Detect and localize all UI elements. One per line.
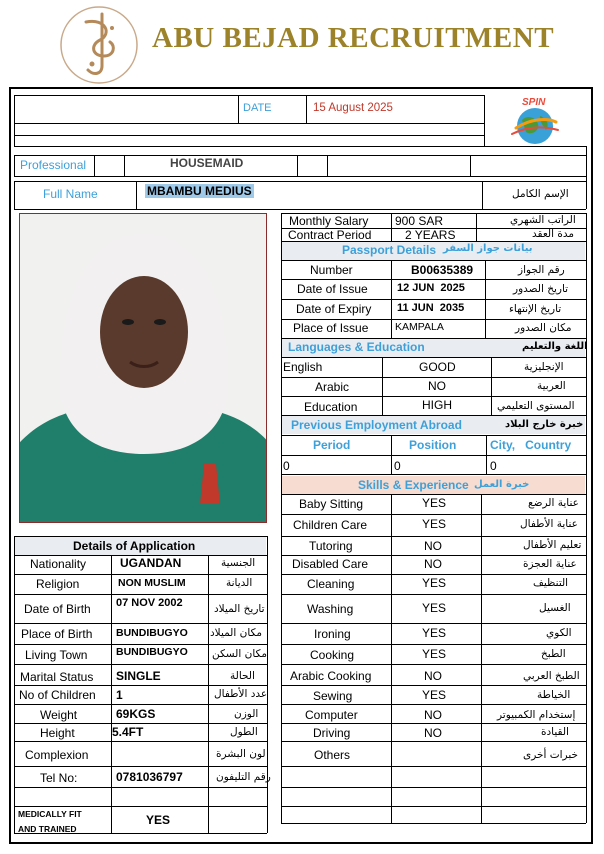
arabic-arabic: العربية bbox=[537, 380, 566, 392]
skill-label: Driving bbox=[313, 726, 351, 740]
skill-label: Computer bbox=[305, 708, 358, 722]
professional-label: Professional bbox=[20, 158, 87, 172]
skills-title-arabic: خبرة العمل bbox=[474, 479, 530, 490]
education-label: Education bbox=[304, 400, 358, 414]
row-divider bbox=[281, 806, 586, 807]
passport-place-label: Place of Issue bbox=[293, 321, 369, 335]
skills-title: Skills & Experience bbox=[358, 478, 469, 492]
skill-value: NO bbox=[424, 557, 442, 571]
skill-value: YES bbox=[422, 576, 447, 590]
tel-value: 0781036797 bbox=[116, 770, 183, 784]
row-divider bbox=[281, 644, 586, 645]
skill-arabic: الخياطة bbox=[537, 689, 571, 701]
employment-period-header: Period bbox=[313, 438, 351, 452]
passport-expiry-label: Date of Expiry bbox=[296, 302, 372, 316]
height-label: Height bbox=[40, 726, 75, 740]
skill-label: Others bbox=[314, 748, 351, 762]
row-divider bbox=[14, 664, 267, 665]
application-title: Details of Application bbox=[73, 539, 196, 553]
row-divider bbox=[14, 704, 267, 705]
pob-label: Place of Birth bbox=[21, 627, 93, 641]
education-value: HIGH bbox=[422, 398, 452, 412]
skill-value: YES bbox=[422, 688, 447, 702]
english-label: English bbox=[283, 360, 323, 374]
passport-issue-arabic: تاريخ الصدور bbox=[513, 283, 569, 295]
skill-arabic: عناية الأطفال bbox=[520, 518, 578, 530]
skill-arabic: الطبخ العربي bbox=[523, 670, 580, 682]
row-divider bbox=[281, 741, 586, 742]
nationality-label: Nationality bbox=[30, 557, 87, 571]
fullname-label: Full Name bbox=[43, 187, 98, 201]
skill-arabic: القيادة bbox=[541, 726, 569, 738]
arabic-value: NO bbox=[428, 379, 446, 393]
religion-label: Religion bbox=[36, 577, 80, 591]
skill-label: Ironing bbox=[314, 627, 351, 641]
pob-value: BUNDIBUGYO bbox=[116, 627, 188, 639]
row-divider bbox=[14, 806, 267, 807]
tel-arabic: رقم التليفون bbox=[216, 771, 271, 783]
company-logo bbox=[56, 4, 142, 86]
employment-period-value: 0 bbox=[283, 459, 290, 473]
spin-logo bbox=[492, 96, 578, 148]
living-town-arabic: مكان السكن bbox=[212, 648, 267, 660]
skill-value: NO bbox=[424, 726, 442, 740]
date-value: 15 August 2025 bbox=[313, 102, 393, 114]
skill-value: NO bbox=[424, 669, 442, 683]
english-arabic: الإنجليزية bbox=[524, 361, 564, 373]
salary-label: Monthly Salary bbox=[289, 214, 369, 228]
passport-number-value: B00635389 bbox=[411, 263, 474, 277]
row-divider bbox=[281, 574, 586, 575]
skill-value: YES bbox=[422, 647, 447, 661]
nationality-arabic: الجنسية bbox=[221, 557, 256, 569]
row-divider bbox=[281, 723, 586, 724]
living-town-label: Living Town bbox=[25, 648, 88, 662]
dob-arabic: تاريخ الميلاد bbox=[214, 603, 265, 615]
complexion-arabic: لون البشرة bbox=[216, 748, 266, 760]
employment-city-value: 0 bbox=[490, 459, 497, 473]
row-divider bbox=[281, 704, 586, 705]
pob-arabic: مكان الميلاد bbox=[210, 627, 262, 639]
row-divider bbox=[281, 594, 586, 595]
complexion-label: Complexion bbox=[25, 748, 89, 762]
skill-arabic: خبرات أخرى bbox=[523, 749, 579, 761]
skill-arabic: إستخدام الكمبيوتر bbox=[497, 709, 576, 721]
arabic-label: Arabic bbox=[315, 380, 350, 394]
row-divider bbox=[14, 787, 267, 788]
weight-arabic: الوزن bbox=[234, 708, 259, 720]
skill-label: Disabled Care bbox=[292, 557, 369, 571]
period-value: 2 YEARS bbox=[405, 228, 456, 242]
row-divider bbox=[14, 623, 267, 624]
skill-label: Children Care bbox=[293, 518, 368, 532]
applicant-photo bbox=[19, 213, 267, 523]
skill-label: Washing bbox=[307, 602, 354, 616]
passport-issue-value: 12 JUN 2025 bbox=[397, 282, 465, 294]
medical-label-1: MEDICALLY FIT bbox=[18, 809, 82, 819]
height-value: 5.4FT bbox=[112, 725, 144, 739]
period-arabic: مدة العقد bbox=[532, 228, 574, 240]
skill-arabic: التنظيف bbox=[533, 577, 569, 589]
nationality-value: UGANDAN bbox=[120, 556, 182, 570]
english-value: GOOD bbox=[419, 360, 456, 374]
skill-label: Baby Sitting bbox=[299, 497, 364, 511]
skill-arabic: عناية العجزة bbox=[523, 558, 577, 570]
date-label: DATE bbox=[243, 102, 272, 114]
row-divider bbox=[281, 766, 586, 767]
row-divider bbox=[14, 723, 267, 724]
weight-label: Weight bbox=[40, 708, 78, 722]
skill-value: YES bbox=[422, 626, 447, 640]
row-divider bbox=[281, 536, 586, 537]
marital-arabic: الحالة bbox=[230, 670, 255, 682]
fullname-arabic: الإسم الكامل bbox=[512, 188, 569, 200]
skill-label: Sewing bbox=[313, 689, 353, 703]
dob-label: Date of Birth bbox=[24, 602, 91, 616]
row-divider bbox=[281, 555, 586, 556]
salary-value: 900 SAR bbox=[395, 214, 444, 228]
row-divider bbox=[14, 594, 267, 595]
languages-title: Languages & Education bbox=[288, 340, 425, 354]
passport-title: Passport Details bbox=[342, 243, 437, 257]
skill-value: YES bbox=[422, 496, 447, 510]
row-divider bbox=[14, 766, 267, 767]
skill-value: NO bbox=[424, 539, 442, 553]
education-arabic: المستوى التعليمي bbox=[497, 400, 575, 412]
languages-title-arabic: اللغة والتعليم bbox=[522, 341, 588, 352]
passport-issue-label: Date of Issue bbox=[297, 282, 368, 296]
medical-label-2: AND TRAINED bbox=[18, 824, 77, 834]
skill-label: Arabic Cooking bbox=[290, 669, 372, 683]
passport-expiry-arabic: تاريخ الإنتهاء bbox=[509, 303, 562, 315]
period-label: Contract Period bbox=[288, 228, 372, 242]
passport-title-arabic: بيانات جواز السفر bbox=[443, 243, 533, 254]
skill-value: NO bbox=[424, 708, 442, 722]
row-divider bbox=[281, 823, 586, 824]
salary-arabic: الراتب الشهري bbox=[510, 214, 576, 226]
living-town-value: BUNDIBUGYO bbox=[116, 646, 188, 658]
children-arabic: عدد الأطفال bbox=[214, 688, 268, 700]
height-arabic: الطول bbox=[230, 726, 258, 738]
employment-title: Previous Employment Abroad bbox=[291, 418, 462, 432]
medical-value: YES bbox=[146, 813, 171, 827]
profession-value: HOUSEMAID bbox=[170, 156, 244, 170]
row-divider bbox=[281, 787, 586, 788]
weight-value: 69KGS bbox=[116, 707, 156, 721]
skill-value: YES bbox=[422, 601, 447, 615]
passport-number-label: Number bbox=[310, 263, 353, 277]
skill-label: Cleaning bbox=[307, 577, 355, 591]
marital-label: Marital Status bbox=[20, 670, 94, 684]
skill-value: YES bbox=[422, 517, 447, 531]
spin-text: SPIN bbox=[522, 97, 546, 108]
row-divider bbox=[14, 555, 267, 556]
company-name: ABU BEJAD RECRUITMENT bbox=[152, 22, 555, 54]
religion-arabic: الديانة bbox=[226, 577, 253, 589]
marital-value: SINGLE bbox=[116, 669, 161, 683]
row-divider bbox=[14, 685, 267, 686]
skill-arabic: عناية الرضع bbox=[528, 497, 579, 509]
row-divider bbox=[281, 494, 586, 495]
passport-place-value: KAMPALA bbox=[395, 321, 444, 333]
skill-arabic: الكوي bbox=[546, 627, 572, 639]
tel-label: Tel No: bbox=[40, 771, 78, 785]
row-divider bbox=[14, 833, 267, 834]
employment-city-header: City, Country bbox=[490, 438, 572, 452]
religion-value: NON MUSLIM bbox=[118, 577, 186, 589]
skill-label: Tutoring bbox=[309, 539, 353, 553]
skill-arabic: تعليم الأطفال bbox=[523, 539, 582, 551]
passport-expiry-value: 11 JUN 2035 bbox=[397, 302, 465, 314]
row-divider bbox=[14, 644, 267, 645]
skill-arabic: الطبخ bbox=[541, 648, 566, 660]
passport-place-arabic: مكان الصدور bbox=[515, 322, 572, 334]
passport-number-arabic: رقم الجواز bbox=[518, 264, 565, 276]
row-divider bbox=[281, 623, 586, 624]
row-divider bbox=[281, 685, 586, 686]
skill-label: Cooking bbox=[310, 648, 355, 662]
row-divider bbox=[14, 741, 267, 742]
skill-arabic: الغسيل bbox=[539, 602, 571, 614]
fullname-value: MBAMBU MEDIUS bbox=[147, 184, 252, 198]
row-divider bbox=[281, 514, 586, 515]
dob-value: 07 NOV 2002 bbox=[116, 597, 183, 609]
row-divider bbox=[281, 664, 586, 665]
employment-position-header: Position bbox=[409, 438, 457, 452]
row-divider bbox=[14, 574, 267, 575]
children-label: No of Children bbox=[19, 688, 96, 702]
children-value: 1 bbox=[116, 688, 123, 702]
employment-position-value: 0 bbox=[394, 459, 401, 473]
employment-title-arabic: خبرة خارج البلاد bbox=[505, 419, 584, 430]
